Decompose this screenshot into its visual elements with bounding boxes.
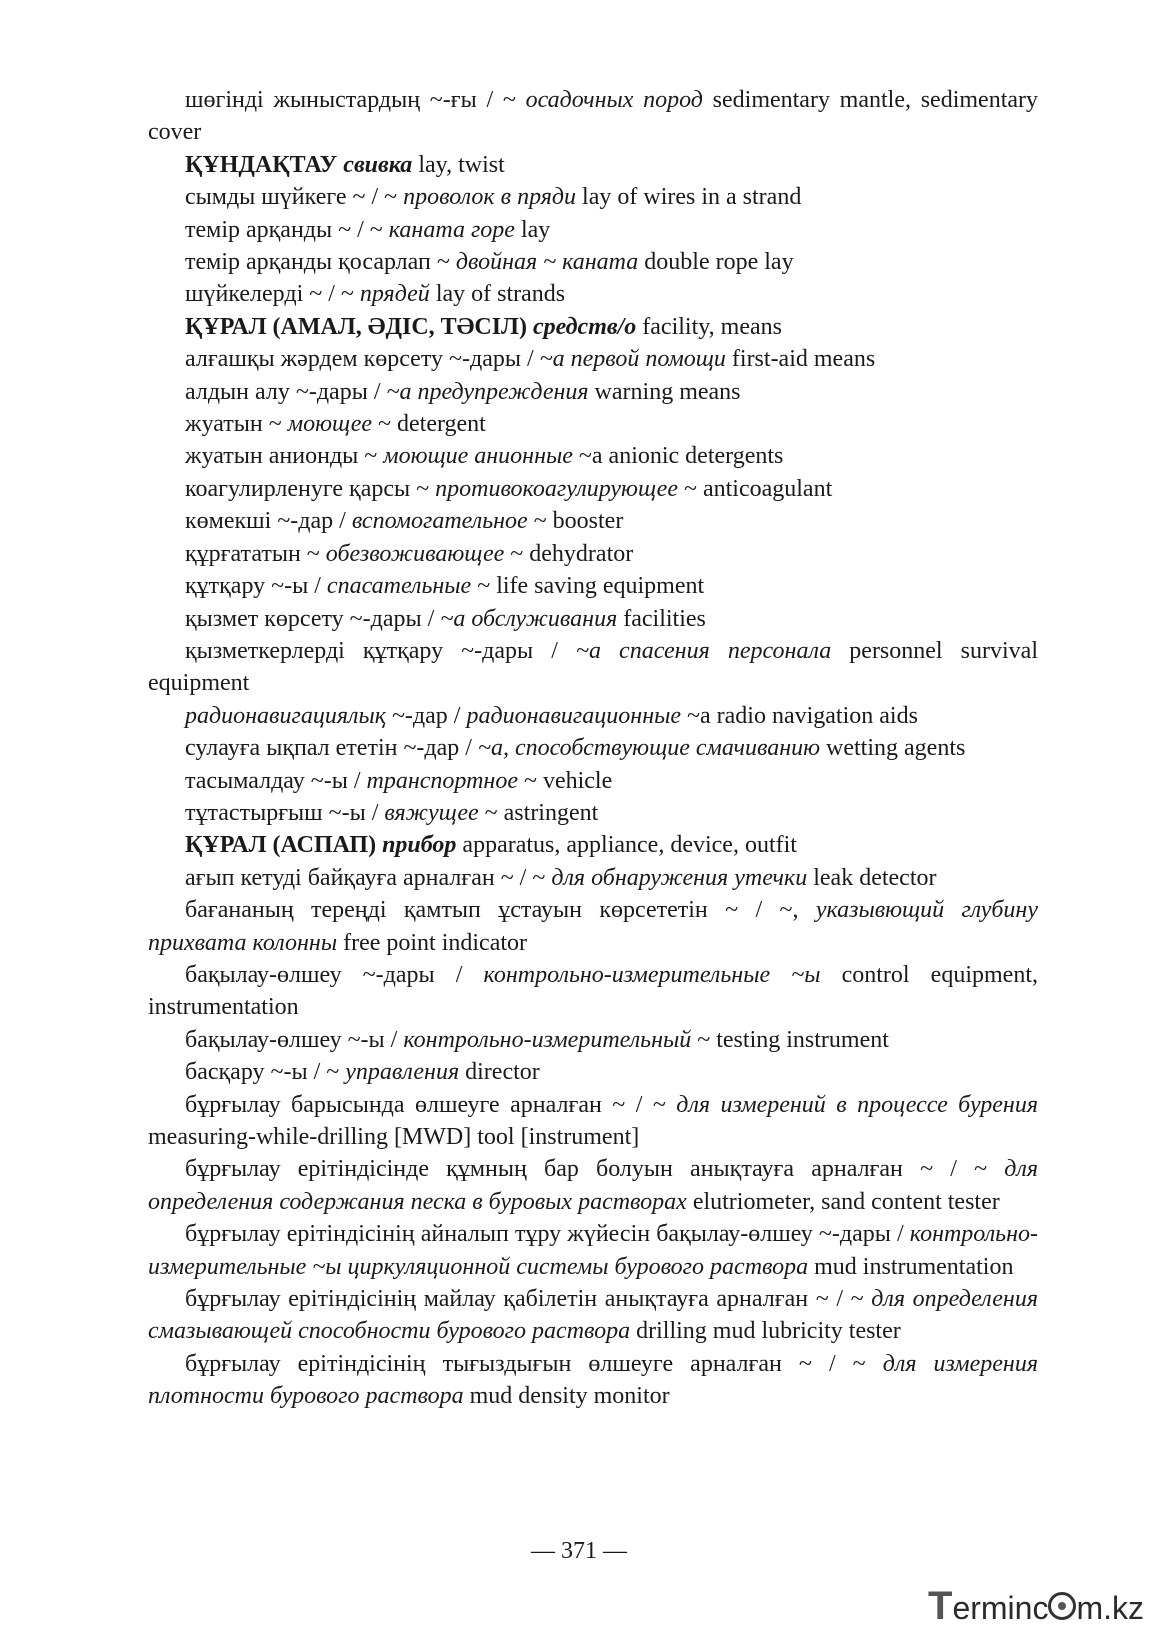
dictionary-entry xyxy=(148,1024,1038,1056)
entry-text: жуатын анионды ~ xyxy=(185,443,384,470)
dictionary-page xyxy=(148,84,1038,1413)
entry-text: lay, twist xyxy=(412,151,505,178)
entry-text: lay of wires in a strand xyxy=(576,184,802,211)
entry-text: wetting agents xyxy=(820,735,966,762)
dictionary-entry xyxy=(148,181,1038,213)
entry-text: қызметкерлерді құтқару ~-дары / xyxy=(185,637,576,664)
dictionary-entry xyxy=(148,894,1038,959)
entry-text: elutriometer, sand content tester xyxy=(686,1188,1000,1215)
dictionary-entry xyxy=(148,505,1038,537)
dictionary-entry xyxy=(148,84,1038,149)
entry-text: ~ detergent xyxy=(372,411,486,438)
entry-text: ~ booster xyxy=(527,508,624,535)
russian-text: ~а спасения персонала xyxy=(575,637,832,664)
dictionary-entry xyxy=(148,732,1038,764)
entry-text: ~а anionic detergents xyxy=(572,443,784,470)
entry-text: ~-дар / xyxy=(385,702,467,729)
entry-text: ~ astringent xyxy=(478,799,599,826)
entry-text: шөгінді жыныстардың ~-ғы / ~ xyxy=(185,87,526,113)
dictionary-entry xyxy=(148,765,1038,797)
dictionary-entry xyxy=(148,862,1038,894)
dictionary-entry xyxy=(148,570,1038,602)
russian-text: ~а обслуживания xyxy=(440,605,618,632)
watermark-t-glyph: T xyxy=(928,1584,953,1628)
dictionary-entry xyxy=(148,311,1038,343)
russian-text: противокоагулирующее xyxy=(435,475,678,502)
dictionary-entry xyxy=(148,278,1038,310)
dictionary-entry xyxy=(148,246,1038,278)
dictionary-entry xyxy=(148,1056,1038,1088)
entry-text: ~ dehydrator xyxy=(504,540,634,567)
entry-text: темір арқанды ~ / ~ xyxy=(185,216,389,243)
entry-text: ~ anticoagulant xyxy=(677,475,833,502)
entry-text: mud density monitor xyxy=(463,1383,670,1410)
dictionary-entry xyxy=(148,959,1038,1024)
entry-text: құрғататын ~ xyxy=(185,540,326,567)
russian-text: ~а первой помощи xyxy=(539,346,726,373)
russian-text: каната горе xyxy=(388,216,515,243)
russian-text: для измерения плотности бурового раствора xyxy=(148,1350,1038,1410)
entry-text: facilities xyxy=(617,605,706,632)
russian-text: вспомогательное xyxy=(351,508,528,535)
russian-text: для определения смазывающей способности бурового раствора xyxy=(148,1286,1038,1345)
entry-text: бағананың тереңді қамтып ұстауын көрсететін ~ / ~, xyxy=(185,897,816,924)
entry-text: алғашқы жәрдем көрсету ~-дары / xyxy=(185,346,540,373)
russian-text: обезвоживающее xyxy=(325,540,505,567)
russian-text: радионавигационные xyxy=(466,702,681,729)
entry-text: бұрғылау ерітіндісінде құмның бар болуын анықтауға арналған ~ / ~ xyxy=(185,1156,1005,1183)
entry-text: жуатын ~ xyxy=(185,411,288,438)
dictionary-entry xyxy=(148,408,1038,440)
russian-text: моющие анионные xyxy=(383,443,573,470)
entry-text: facility, means xyxy=(636,313,782,340)
dictionary-entry xyxy=(148,440,1038,472)
russian-text: двойная ~ каната xyxy=(455,249,639,276)
entry-text: бұрғылау ерітіндісінің тығыздығын өлшеуге арналған ~ / ~ xyxy=(185,1350,883,1377)
entry-text: ~ testing instrument xyxy=(691,1026,889,1053)
russian-text: для измерений в процессе бурения xyxy=(676,1091,1038,1118)
dictionary-entry xyxy=(148,1283,1038,1348)
entry-text: ағып кетуді байқауға арналған ~ / ~ xyxy=(185,864,552,891)
entry-text: бұрғылау барысында өлшеуге арналған ~ / ~ xyxy=(185,1091,677,1118)
entry-text: бұрғылау ерітіндісінің айналып тұру жүйесін бақылау-өлшеу ~-дары / xyxy=(185,1221,910,1248)
dictionary-entry xyxy=(148,1153,1038,1218)
entry-text: mud instrumentation xyxy=(808,1253,1014,1280)
entry-text: personnel survival equipment xyxy=(148,637,1038,697)
russian-text: для обнаружения утечки xyxy=(551,864,808,891)
entry-text: free point indicator xyxy=(337,929,528,956)
entry-text: қызмет көрсету ~-дары / xyxy=(185,605,441,632)
russian-text: радионавигациялық xyxy=(185,702,386,729)
russian-text: управления xyxy=(345,1059,460,1086)
watermark-c: c xyxy=(1032,1590,1049,1626)
entry-text: бақылау-өлшеу ~-ы / xyxy=(185,1026,404,1053)
entry-text: құтқару ~-ы / xyxy=(185,573,327,600)
russian-headword: прибор xyxy=(382,832,457,859)
entry-text: apparatus, appliance, device, outfit xyxy=(456,832,797,859)
russian-text: указывющий глубину прихвата колонны xyxy=(148,897,1038,956)
entry-text: control equipment, instrumentation xyxy=(148,961,1038,1021)
entry-text: ~а radio navigation aids xyxy=(681,702,918,729)
entry-text: leak detector xyxy=(807,864,937,891)
headword: ҚҰРАЛ (АМАЛ, ӘДІС, ТӘСІЛ) xyxy=(185,313,527,340)
entry-text: тасымалдау ~-ы / xyxy=(185,767,367,794)
entry-text: шүйкелерді ~ / ~ xyxy=(185,281,360,308)
watermark-ermin: ermin xyxy=(952,1590,1033,1626)
entry-text: sedimentary mantle, sedimentary cover xyxy=(148,87,1039,146)
russian-text: осадочных пород xyxy=(525,87,703,113)
entry-text: бұрғылау ерітіндісінің майлау қабілетін анықтауға арналған ~ / ~ xyxy=(185,1286,872,1313)
russian-text: прядей xyxy=(359,281,430,308)
entry-text: темір арқанды қосарлап ~ xyxy=(185,249,456,276)
page-number: — 371 — xyxy=(531,1538,627,1564)
russian-text: ~а предупреждения xyxy=(386,378,589,405)
russian-text: транспортное xyxy=(366,767,518,794)
dictionary-entry xyxy=(148,149,1038,181)
entry-text: double rope lay xyxy=(638,249,794,276)
russian-text: контрольно-измерительный xyxy=(403,1026,692,1053)
dictionary-entry xyxy=(148,603,1038,635)
russian-text: спасательные xyxy=(326,573,472,600)
entry-text: сымды шүйкеге ~ / ~ xyxy=(185,184,404,211)
dictionary-entry xyxy=(148,797,1038,829)
dictionary-entry xyxy=(148,214,1038,246)
entry-text: алдын алу ~-дары / xyxy=(185,378,387,405)
dictionary-entry xyxy=(148,1348,1038,1413)
entry-text: lay of strands xyxy=(429,281,566,308)
entry-text: drilling mud lubricity tester xyxy=(630,1318,901,1345)
dictionary-entry xyxy=(148,829,1038,861)
russian-headword: средств/о xyxy=(532,313,637,340)
watermark-logo-icon xyxy=(1048,1592,1076,1620)
entry-text: lay xyxy=(514,216,551,243)
dictionary-entry xyxy=(148,538,1038,570)
entry-text: measuring-while-drilling [MWD] tool [instrument] xyxy=(148,1124,640,1150)
entry-text: warning means xyxy=(588,378,741,405)
entry-text: басқару ~-ы / ~ xyxy=(185,1059,346,1086)
entry-text: ~ vehicle xyxy=(517,767,613,794)
russian-text: для определения содержания песка в буровых растворах xyxy=(148,1156,1038,1215)
dictionary-entry xyxy=(148,700,1038,732)
dictionary-entry xyxy=(148,343,1038,375)
dictionary-entry xyxy=(148,1218,1038,1283)
entry-text: көмекші ~-дар / xyxy=(185,508,352,535)
dictionary-entry xyxy=(148,635,1038,700)
entry-text: ~ life saving equipment xyxy=(471,573,705,600)
dictionary-entry xyxy=(148,376,1038,408)
russian-text: моющее xyxy=(287,411,373,438)
russian-text: контрольно-измерительные ~ы xyxy=(483,961,821,988)
dictionary-entry xyxy=(148,473,1038,505)
russian-headword: свивка xyxy=(343,151,413,178)
dictionary-entry xyxy=(148,1089,1038,1154)
entry-text: сулауға ықпал ететін ~-дар / xyxy=(185,735,478,762)
headword: ҚҰНДАҚТАУ xyxy=(185,151,338,178)
entry-text: бақылау-өлшеу ~-дары / xyxy=(185,961,484,988)
headword: ҚҰРАЛ (АСПАП) xyxy=(185,832,377,859)
watermark-mkz: m.kz xyxy=(1076,1590,1144,1626)
russian-text: вяжущее xyxy=(384,799,479,826)
entry-text: first-aid means xyxy=(725,346,876,373)
site-watermark xyxy=(928,1584,1144,1629)
entry-text: тұтастырғыш ~-ы / xyxy=(185,799,385,826)
entry-text: director xyxy=(459,1059,540,1086)
entry-text: коагулирленуге қарсы ~ xyxy=(185,475,436,502)
russian-text: проволок в пряди xyxy=(403,184,577,211)
russian-text: ~а, способствующие смачиванию xyxy=(477,735,821,762)
russian-text: контрольно-измерительные ~ы циркуляционной системы бурового раствора xyxy=(148,1221,1038,1280)
